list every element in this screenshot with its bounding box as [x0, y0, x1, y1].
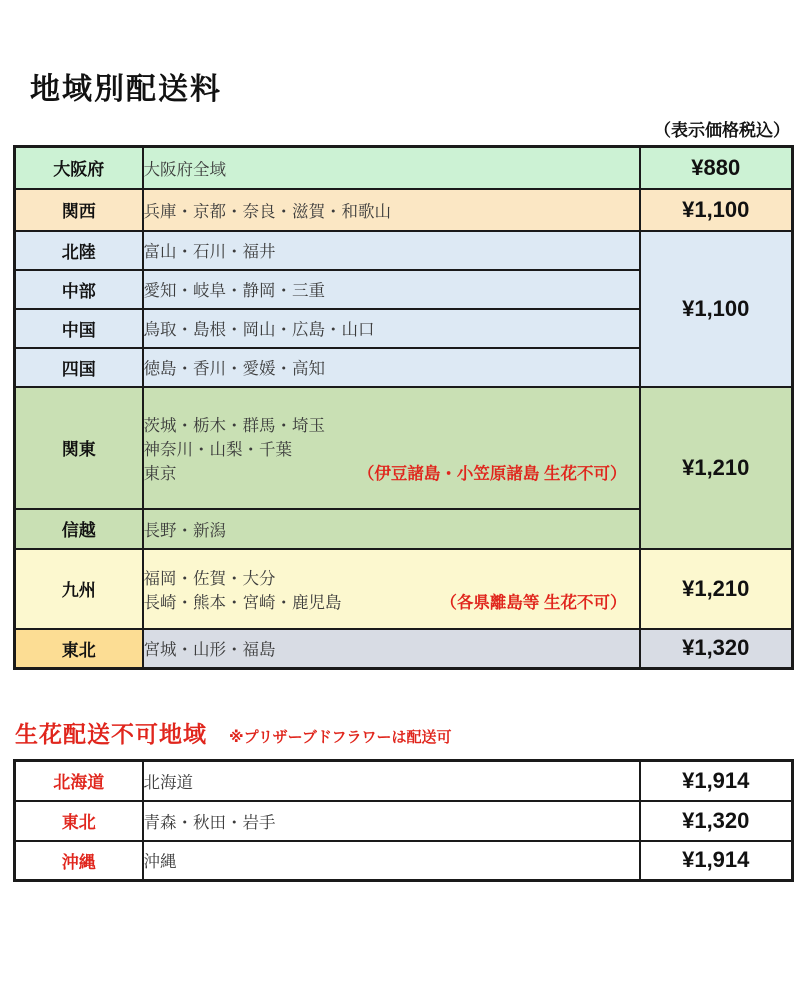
area-text: 福岡・佐賀・大分	[143, 569, 276, 588]
area-text: 東京	[143, 464, 177, 483]
regional-shipping-table	[13, 145, 794, 670]
no-fresh-flower-section-header	[15, 716, 800, 749]
areas-cell: 青森・秋田・岩手	[143, 801, 640, 841]
fresh-flower-restriction-note: （伊豆諸島・小笠原諸島 生花不可）	[357, 464, 627, 483]
price-cell: ¥1,210	[640, 549, 793, 629]
tax-included-note: （表示価格税込）	[654, 121, 790, 140]
areas-cell: 富山・石川・福井	[143, 231, 640, 270]
table-row-tohoku	[15, 629, 793, 669]
no-fresh-flower-table	[13, 759, 794, 882]
areas-cell: 兵庫・京都・奈良・滋賀・和歌山	[143, 189, 640, 231]
price-cell: ¥1,914	[640, 761, 793, 801]
section-subtitle: ※プリザーブドフラワーは配送可	[229, 729, 452, 746]
region-label: 信越	[15, 509, 143, 549]
areas-cell: 北海道	[143, 761, 640, 801]
region-label: 四国	[15, 348, 143, 387]
region-label: 関西	[15, 189, 143, 231]
areas-cell	[143, 387, 640, 509]
areas-cell: 徳島・香川・愛媛・高知	[143, 348, 640, 387]
price-cell: ¥1,914	[640, 841, 793, 881]
table-row-tohoku-restricted	[15, 801, 793, 841]
areas-cell: 沖縄	[143, 841, 640, 881]
table-row-osaka	[15, 147, 793, 189]
price-cell: ¥1,100	[640, 189, 793, 231]
areas-lines	[144, 404, 639, 492]
price-cell: ¥880	[640, 147, 793, 189]
region-label: 沖縄	[15, 841, 143, 881]
areas-cell: 長野・新潟	[143, 509, 640, 549]
region-label: 中部	[15, 270, 143, 309]
area-text: 神奈川・山梨・千葉	[143, 440, 292, 459]
price-cell-merged: ¥1,210	[640, 387, 793, 549]
area-text: 長崎・熊本・宮崎・鹿児島	[143, 593, 342, 612]
region-label: 関東	[15, 387, 143, 509]
fresh-flower-restriction-note: （各県離島等 生花不可）	[440, 593, 627, 612]
areas-cell: 鳥取・島根・岡山・広島・山口	[143, 309, 640, 348]
region-label: 東北	[15, 629, 143, 669]
price-cell-merged: ¥1,100	[640, 231, 793, 387]
region-label: 中国	[15, 309, 143, 348]
areas-cell: 宮城・山形・福島	[143, 629, 640, 669]
section-title: 生花配送不可地域	[15, 721, 207, 747]
region-label: 北陸	[15, 231, 143, 270]
areas-lines	[144, 557, 639, 621]
region-label: 大阪府	[15, 147, 143, 189]
region-label: 北海道	[15, 761, 143, 801]
table-row-okinawa	[15, 841, 793, 881]
areas-cell: 大阪府全域	[143, 147, 640, 189]
table-row-hokuriku	[15, 231, 793, 270]
region-label: 九州	[15, 549, 143, 629]
page-title: 地域別配送料	[30, 73, 222, 106]
table-row-kanto	[15, 387, 793, 509]
region-label: 東北	[15, 801, 143, 841]
area-text: 茨城・栃木・群馬・埼玉	[143, 416, 325, 435]
table-row-kansai	[15, 189, 793, 231]
table-row-hokkaido	[15, 761, 793, 801]
areas-cell	[143, 549, 640, 629]
areas-cell: 愛知・岐阜・静岡・三重	[143, 270, 640, 309]
price-cell: ¥1,320	[640, 801, 793, 841]
price-cell: ¥1,320	[640, 629, 793, 669]
table-row-kyushu	[15, 549, 793, 629]
